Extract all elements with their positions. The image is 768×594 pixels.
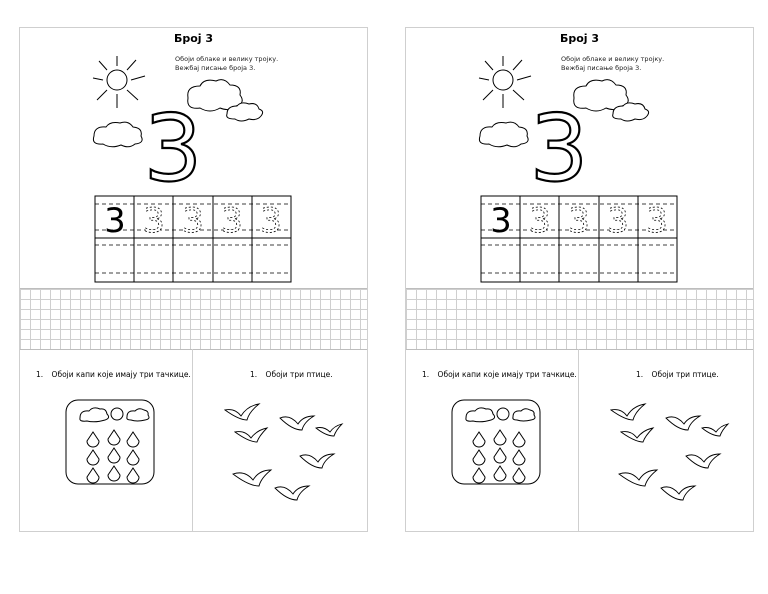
page-title: Број 3 <box>173 32 214 45</box>
big-digit: 3 <box>529 95 589 202</box>
task-text: Обоји капи које имају три тачкице. <box>437 370 577 379</box>
trace-digit-dashed: 3 <box>182 201 204 241</box>
drops-picture <box>452 400 540 484</box>
instruction-line: Обоји облаке и велику тројку. <box>175 55 279 63</box>
trace-digit-solid: 3 <box>104 201 126 241</box>
task-birds <box>250 370 333 379</box>
worksheet-left <box>19 27 368 532</box>
sun-icon <box>479 56 531 108</box>
task-text: Обоји три птице. <box>265 370 333 379</box>
writing-grid <box>406 288 753 350</box>
trace-digit-dashed: 3 <box>646 201 668 241</box>
task-drops <box>422 370 577 379</box>
sun-icon <box>93 56 145 108</box>
cloud-icon <box>479 122 528 147</box>
drops-picture <box>66 400 154 484</box>
task-text: Обоји капи које имају три тачкице. <box>51 370 191 379</box>
task-birds <box>636 370 719 379</box>
task-number: 1. <box>36 370 44 379</box>
task-drops <box>36 370 191 379</box>
big-digit: 3 <box>143 95 203 202</box>
task-text: Обоји три птице. <box>651 370 719 379</box>
instruction-line: Вежбај писање броја 3. <box>175 64 256 72</box>
page-title: Број 3 <box>559 32 600 45</box>
trace-digit-dashed: 3 <box>221 201 243 241</box>
task-number: 1. <box>422 370 430 379</box>
sun-clouds-digit-illustration <box>20 28 367 288</box>
trace-digit-solid: 3 <box>490 201 512 241</box>
trace-digit-dashed: 3 <box>607 201 629 241</box>
trace-digit-dashed: 3 <box>529 201 551 241</box>
cloud-icon <box>93 122 142 147</box>
task-number: 1. <box>636 370 644 379</box>
trace-digit-dashed: 3 <box>568 201 590 241</box>
instruction-line: Вежбај писање броја 3. <box>561 64 642 72</box>
birds-picture <box>611 404 728 500</box>
task-number: 1. <box>250 370 258 379</box>
birds-picture <box>225 404 342 500</box>
worksheet-right <box>405 27 754 532</box>
bottom-illustrations <box>406 388 753 530</box>
sun-clouds-digit-illustration <box>406 28 753 288</box>
trace-digit-dashed: 3 <box>260 201 282 241</box>
instruction-line: Обоји облаке и велику тројку. <box>561 55 665 63</box>
trace-digit-dashed: 3 <box>143 201 165 241</box>
bottom-illustrations <box>20 388 367 530</box>
writing-grid <box>20 288 367 350</box>
